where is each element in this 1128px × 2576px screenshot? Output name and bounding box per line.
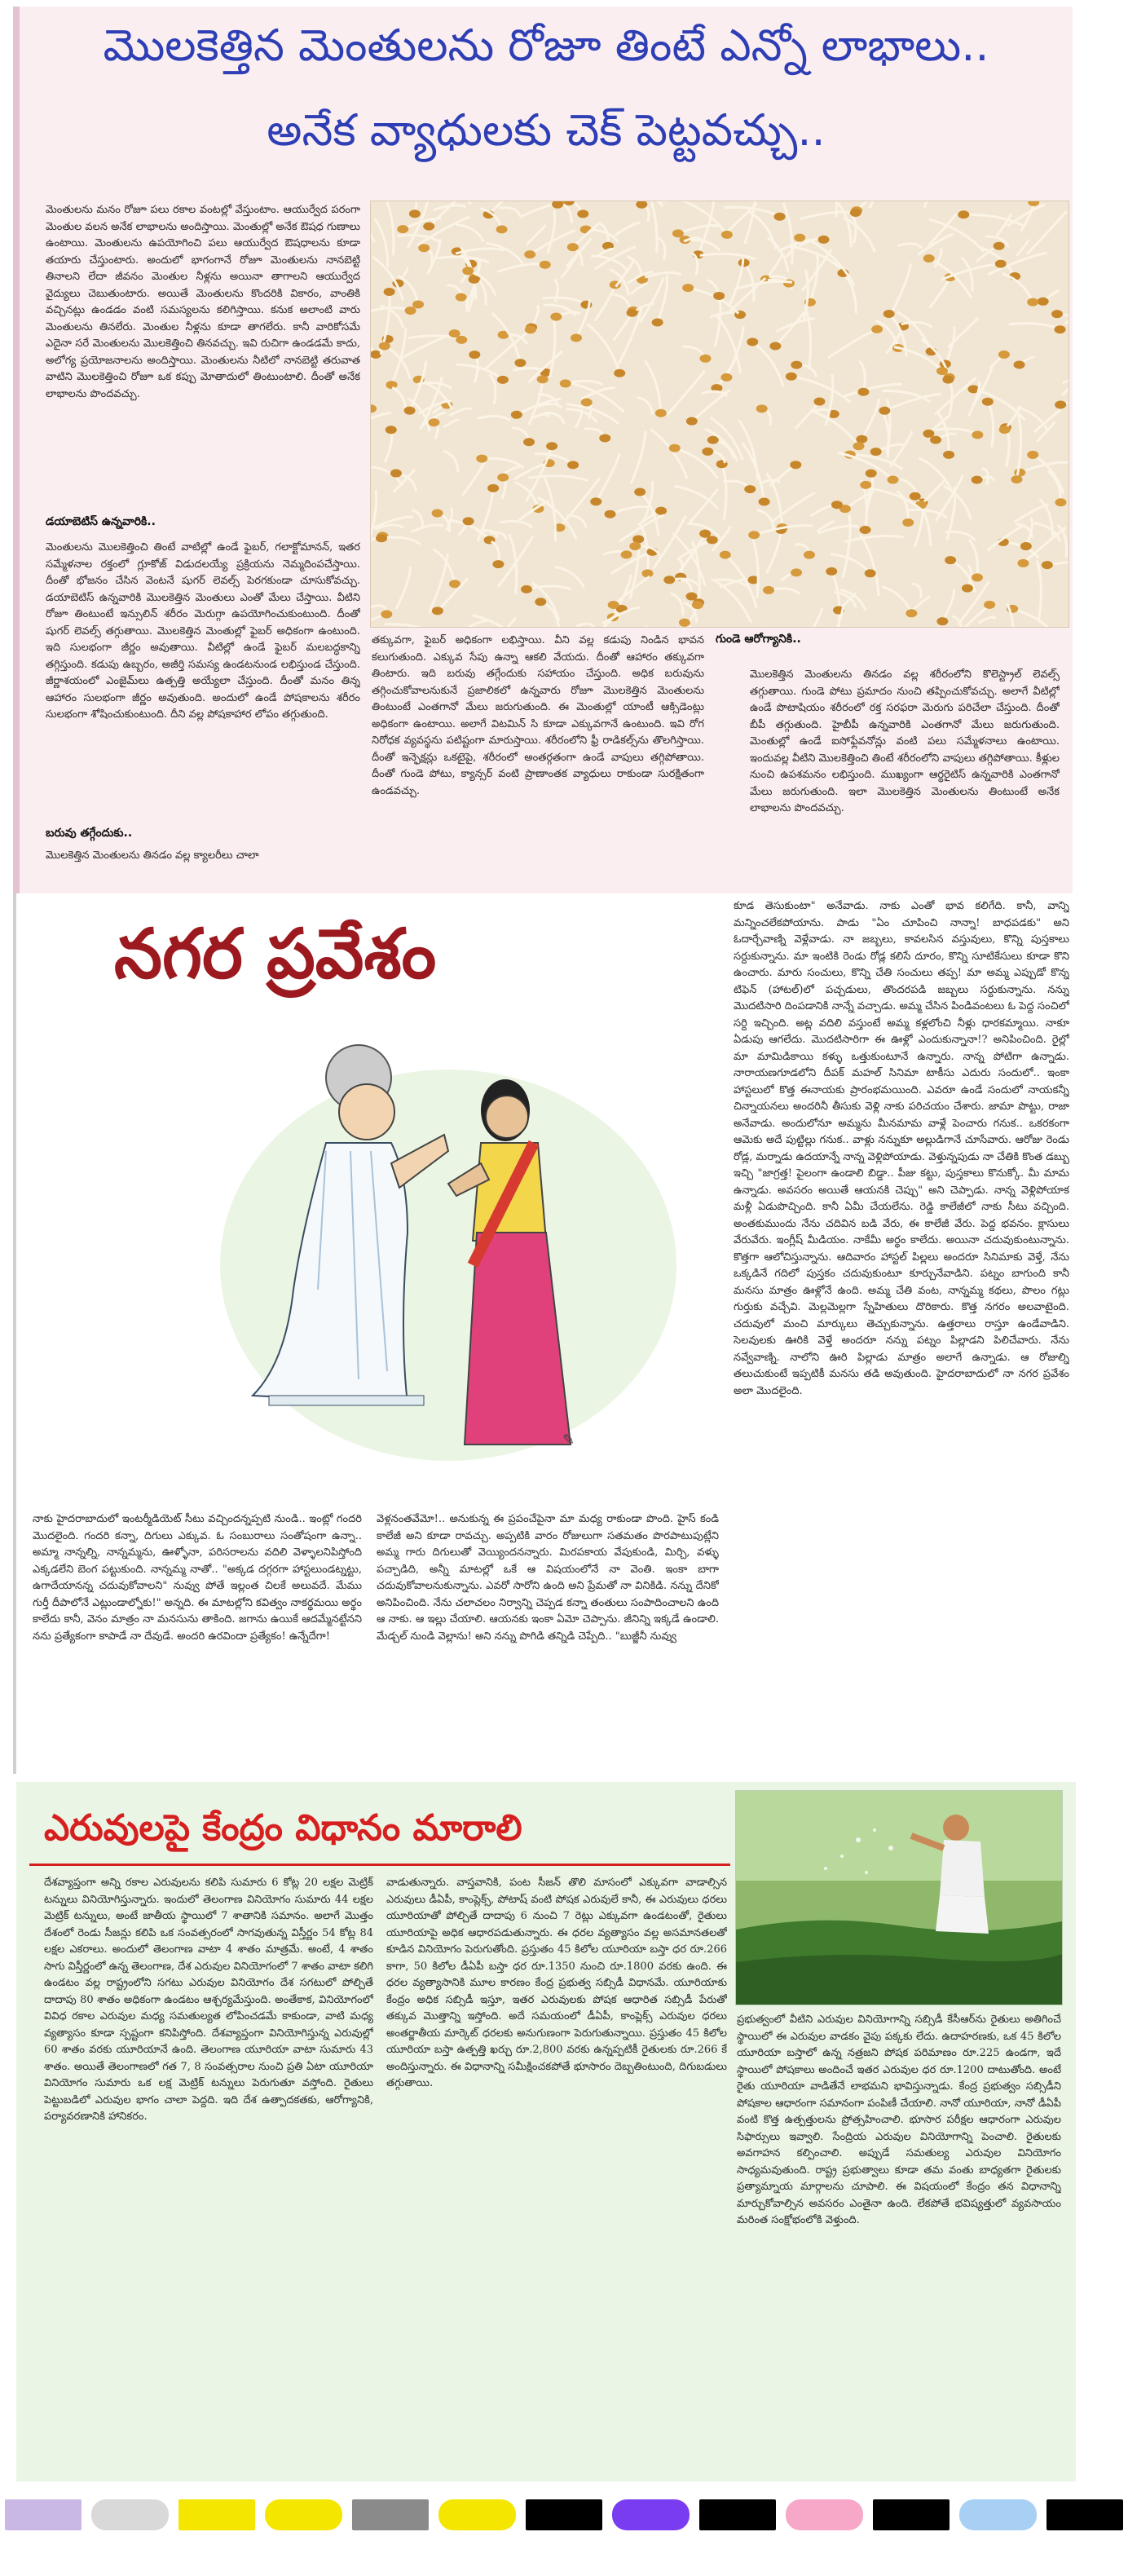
- article1-col1-p2: మెంతులను మొలకెత్తించి తింటే వాటిల్లో ఉండే ఫైబర్, గలాక్టోమానన్, ఇతర సమ్మేళనాల రక్తంలో గ్లూకోజ్ విడుదలయ్యే ప్రక్రియను నెమ్మదింపచేస్తాయి. దీంతో భోజనం చేసిన వెంటనే షుగర్ లెవల్స్ పెరగకుండా చూసుకోవచ్చు. డయాబెటిస్ ఉన్నవారికి మొలకెత్తిన మెంతులు ఎంతో మేలు చేస్తాయి. వీటిని రోజూ తింటుంటే ఇన్సులిన్ శరీరం మెరుగ్గా ఉపయోగించుకుంటుంది. దీంతో షుగర్ లెవల్స్ తగ్గుతాయి. మొలకెత్తిన మెంతుల్లో ఫైబర్ అధికంగా ఉంటుంది. ఇది సులభంగా జీర్ణం అవుతాయి. వీటిల్లో ఉండే ఫైబర్ మలబద్ధకాన్ని తగ్గిస్తుంది. కడుపు ఉబ్బరం, అజీర్తి సమస్య ఉండటనుండ లభిస్తుండ చేస్తుంది. జీర్ణాశయంలో ఎంజైమ్‌లు ఉత్పత్తి అయ్యేలా చేస్తుంది. దీంతో మనం తిన్న ఆహారం సులభంగా జీర్ణం అవుతుంది. అందులో ఉండే పోషకాలను శరీరం సులభంగా శోషించుకుంటుంది. దీని వల్ల పోషకాహార లోపం తగ్గుతుంది.: [46, 541, 360, 721]
- story-col3: కూడ తెసుకుంటా" అనేవాడు. నాకు ఎంతో భావ కలిగేది. కానీ, వాన్ని మన్నించలేకపోయాను. పాడు "ఏం చూపించి నాన్నా! బాధపడకు" అని ఓదార్చేవాణ్ని వెళ్లేవాడు. నా జబ్బలు, కావలసిన వస్తువులు, కొన్ని పుస్తకాలు సర్దుకున్నాను. మా ఇంటికి రెండు రోడ్ల కలిసే దూరం, కొన్ని సూటికేసులు కూడా కొని ఉంచారు. మారు సంచులు, కొన్ని చేతి సంచులు తప్ప! మా అమ్మ ఎప్పుడో కొన్న టిఫెన్ (హాటల్)లో పచ్చడులు, తొందరపడి జబ్బలు సర్దుకున్నాను. నన్ను మొదటిసారి దింపడానికి నాన్నే వచ్చాడు. అమ్మ చేసిన పిండివంటలు ఓ పెద్ద సంచిలో సర్ది ఇచ్చింది. అట్ల వదిలి వస్తుంటే అమ్మ కళ్లలోంచి నీళ్లు ధారకమ్మాయి. నాకూ ఏడుపు ఆగలేదు. మొదటిసారిగా ఈ ఊళ్లో ఎందుకున్నానా!? అనిపించింది. రైల్లో మా మామిడికాయి కళ్ళు ఒత్తుకుంటూనే ఉన్నారు. నాన్న పోటిగా ఉన్నాడు. నారాయణగూడలోని దీపక్ మహల్ సినిమా టాకీసు ఎదురు సందులో.. ఇంకా హాస్టలులో కొత్త ఈనాయకు ప్రారంభమయింది. ఎవరూ ఉండే సందులో నాయకన్నీ చిన్నాయనలు అందరినీ తీసుకు వెళ్లి నాకు పరిచయం చేశారు. జామా పొట్టు, రాజా అనేవాడు. అందులోనూ అమ్మను మీనమామ వాళ్లే పెంచారు గనుక.. ఒకరకంగా ఆమెకు అదే పుట్టిల్లు గనుక.. వాళ్లు నన్నుకూ అల్లుడిగానే చూసేవారు. ఆరోజు రెండు రోడ్ల, మర్నాడు ఉదయాన్నే నాన్న వెళ్లిపోయాడు. వెళ్తున్నపుడు నా చేతికి కొంత డబ్బు ఇచ్చి "జాగ్రత్త! పైలంగా ఉండాలి బిడ్డా.. పీజు కట్టు, పుస్తకాలు కొనుక్కో. మీ మామ ఉన్నాడు. అవసరం అయితే ఆయనకి చెప్పు" అని చెప్పాడు. నాన్న వెళ్లిపోయాక మళ్లీ ఏడుపొచ్చింది. కానీ ఏమీ చేయలేను. రెడ్డి కాలేజీలో నాకు సీటు వచ్చింది. అంతకుముందు నేను చదివిన బడి వేరు, ఈ కాలేజీ వేరు. పెద్ద భవనం. క్లాసులు వేరువేరు. ఇంగ్లీష్ మీడియం. నాకేమీ అర్థం కాలేదు. అయినా చదువుకుంటున్నాను. కొత్తగా ఆలోచిస్తున్నాను. ఆదివారం హాస్టల్ పిల్లలు అందరూ సినిమాకు వెళ్తే, నేను ఒక్కడినే గదిలో పుస్తకం చదువుకుంటూ కూర్చునేవాడిని. పట్నం బాగుంది కానీ మనసు మాత్రం ఊళ్లోనే ఉంది. అమ్మ చేతి వంట, నాన్నమ్మ కథలు, పొలం గట్లు గుర్తుకు వచ్చేవి. మెల్లమెల్లగా స్నేహితులు దొరికారు. కొత్త నగరం అలవాటైంది. చదువులో మంచి మార్కులు తెచ్చుకున్నాను. ఉత్తరాలు రాస్తూ ఉండేవాడిని. సెలవులకు ఊరికి వెళ్తే అందరూ నన్ను పట్నం పిల్లాడని పిలిచేవారు. నేను నవ్వేవాణ్ని. నాలోని ఊరి పిల్లాడు మాత్రం అలాగే ఉన్నాడు. ఆ రోజుల్ని తలుచుకుంటే ఇప్పటికీ మనసు తడి అవుతుంది. హైదరాబాదులో నా నగర ప్రవేశం అలా మొదలైంది.: [734, 900, 1069, 1397]
- grandmother-and-girl-illustration: [204, 1021, 693, 1477]
- color-swatch: [91, 2499, 168, 2530]
- crop-rows: [736, 1921, 1062, 2005]
- print-color-bar: [0, 2499, 1128, 2532]
- color-swatch: [959, 2499, 1036, 2530]
- color-swatch: [612, 2499, 689, 2530]
- article1-subhead-diabetes: డయాబెటిస్ ఉన్నవారికి..: [46, 515, 156, 528]
- article1-col1-p3: మొలకెత్తిన మెంతులను తినడం వల్ల క్యాలరీలు చాలా: [46, 849, 259, 862]
- headline-line-1: మొలకెత్తిన మెంతులను రోజూ తింటే ఎన్నో లాభాలు..: [103, 20, 989, 71]
- story-title: నగర ప్రవేశం: [114, 914, 437, 994]
- article1-col2: తక్కువగా, ఫైబర్ అధికంగా లభిస్తాయి. వీని వల్ల కడుపు నిండిన భావన కలుగుతుంది. ఎక్కువ సేపు ఉన్నా ఆకలి వేయదు. దీంతో ఆహారం తక్కువగా తింటారు. ఇది బరువు తగ్గేందుకు సహాయం చేస్తుంది. అధిక బరువును తగ్గించుకోవాలనుకునే ప్రజాలికలో ఉన్నవారు రోజూ మొలకెత్తిన మెంతులను తింటుంటే ఎంతగానో మేలు జరుగుతుంది. ఈ మెంతుల్లో యాంటీ ఆక్సిడెంట్లు అధికంగా ఉంటాయి. అలాగే విటమిన్ సి కూడా ఎక్కువగానే ఉంటుంది. ఇవి రోగ నిరోధక వ్యవస్థను పటిష్టంగా మారుస్తాయి. శరీరంలోని ఫ్రీ రాడికల్స్‌ను తొలగిస్తాయి. దీంతో ఇన్ఫెక్షన్లు ఒకటైపై, శరీరంలో అంతర్గతంగా ఉండే వాపులు తగ్గిపోతాయి. దీంతో గుండె పోటు, క్యాన్సర్ వంటి ప్రాణాంతక వ్యాధులు రాకుండా సురక్షితంగా ఉండవచ్చు.: [372, 634, 704, 797]
- article1-subhead-heart: గుండె ఆరోగ్యానికి..: [716, 633, 801, 646]
- fertilizer-headline: ఎరువులపై కేంద్రం విధానం మారాలి: [44, 1807, 522, 1849]
- color-swatch: [786, 2499, 862, 2530]
- color-swatch: [526, 2499, 602, 2530]
- fertilizer-col3: ప్రభుత్వంలో వీటిని ఎరువుల వినియోగాన్ని సబ్సిడీ కేసీఆర్‌ను రైతులు అతిగించే స్థాయిలో ఈ ఎరువుల వాడకం వైపు పక్కకు లేదు. ఉదాహరణకు, ఒక 45 కిలోల యూరియా బస్తాలో ఉన్న నత్రజని పోషక పరిమాణం రూ.225 ఉండగా, ఇదే స్థాయిలో పోషకాలు అందించే ఇతర ఎరువుల ధర రూ.1200 దాటుతోంది. అంటే రైతు యూరియా వాడితేనే లాభమని భావిస్తున్నాడు. కేంద్ర ప్రభుత్వం సబ్సిడీని పోషకాల ఆధారంగా సమానంగా పంపిణీ చేయాలి. నానో యూరియా, నానో డీఏపీ వంటి కొత్త ఉత్పత్తులను ప్రోత్సహించాలి. భూసార పరీక్షల ఆధారంగా ఎరువుల సిఫార్సులు ఇవ్వాలి. సేంద్రియ ఎరువుల వినియోగాన్ని పెంచాలి. రైతులకు అవగాహన కల్పించాలి. అప్పుడే సమతుల్య ఎరువుల వినియోగం సాధ్యమవుతుంది. రాష్ట్ర ప్రభుత్వాలు కూడా తమ వంతు బాధ్యతగా రైతులకు ప్రత్యామ్నాయ మార్గాలను చూపాలి. ఈ విషయంలో కేంద్రం తన విధానాన్ని మార్చుకోవాల్సిన అవసరం ఎంతైనా ఉంది. లేకపోతే భవిష్యత్తులో వ్యవసాయం మరింత సంక్షోభంలోకి వెళ్తుంది.: [737, 2014, 1061, 2226]
- color-swatch: [1046, 2499, 1123, 2530]
- sprouted-fenugreek-photo: [370, 201, 1069, 628]
- color-swatch: [438, 2499, 515, 2530]
- article1-subhead-weight: బరువు తగ్గేందుకు..: [46, 827, 133, 840]
- left-rule: [13, 7, 20, 893]
- color-swatch: [5, 2499, 82, 2530]
- color-swatch: [352, 2499, 429, 2530]
- headline-underline: [29, 1864, 730, 1866]
- article1-col1-p1: మెంతులను మనం రోజూ పలు రకాల వంటల్లో వేస్తుంటాం. ఆయుర్వేద పరంగా మెంతుల వలన అనేక లాభాలను అందిస్తాయి. మెంతుల్లో అనేక ఔషధ గుణాలు ఉంటాయి. మెంతులను ఉపయోగించి పలు ఆయుర్వేద ఔషధాలను కూడా తయారు చేస్తుంటారు. అందులో భాగంగానే రోజూ మెంతులను నానబెట్టి తినాలని లేదా జీవనం మెంతుల నీళ్లను అయినా తాగాలని ఆయుర్వేద వైద్యులు చెబుతుంటారు. అయితే మెంతులను కొందరికి వికారం, వాంతికి వచ్చినట్లు ఉండడం వంటి సమస్యలను కలిగిస్తాయి. కనుక అలాంటి వారు మెంతులను తినలేరు. మెంతుల నీళ్లను కూడా తాగలేరు. కానీ వారికోసమే ఎదైనా సరే మెంతులను మొలకెత్తించి తినవచ్చు. ఇవి రుచిగా ఉండడమే కాదు, అలోగ్య ప్రయోజనాలను అందిస్తాయి. మెంతులను నీటిలో నానబెట్టి తరువాత వాటిని మొలకెత్తించి రోజూ ఒక కప్పు మోతాదులో తింటుంటాలి. దీంతో అనేక లాభాలను పొందవచ్చు.: [46, 204, 360, 400]
- color-swatch: [699, 2499, 776, 2530]
- headline-line-2: అనేక వ్యాధులకు చెక్ పెట్టవచ్చు..: [267, 104, 826, 156]
- color-swatch: [178, 2499, 255, 2530]
- story-col1: నాకు హైదరాబాదులో ఇంటర్మీడియెట్ సీటు వచ్చిందన్నప్పటి నుండి.. ఇంట్లో గందరి మొదలైంది. గందరి కన్నా, దిగులు ఎక్కువ. ఓ సంబురాలు సంతోషంగా ఉన్నా.. అమ్మా నాన్నల్ని, నాన్నమ్మను, ఊళ్ళోనా, పరిసరాలను వదిలి వెళ్ళాలనిపిస్తోంది ఎక్కడలేని బెంగ పట్టుకుంది. నాన్నమ్మ నాతో.. "అక్కడ దగ్గరగా హాస్టలుండట్నట్టు, ఉగాదేయానన్న చదువుకోవాలని" నువ్వు పోతే ఇల్లంత చిలకే అలువదే. మేము గుర్తీ దీపాలోనే ఎట్లుండాల్నోకు!" అన్నది. ఈ మాటల్లోని కవిత్వం నాకర్థమయి అర్థం కాలేదు కానీ, వెనం మాత్రం నా మనసును తాకింది. జగాను ఉయికే ఆదమ్మేనట్టేనని నను ప్రత్యేకంగా కాపాడే నా దేవుడే. అందరి ఉరవిందా ప్రత్యేకం! ఉన్నేదేగా!: [33, 1513, 362, 1643]
- left-rule-2: [13, 893, 16, 1774]
- fertilizer-col2: వాడుతున్నారు. వాస్తవానికి, పంట సీజన్ తొలి మాసంలో ఎక్కువగా వాడాల్సిన ఎరువులు డీఏపీ, కాంప్లెక్స్, పోటాష్ వంటి పోషక ఎరువులే కానీ, ఈ ఎరువులు ధరలు యూరియాతో పోల్చితే దాదాపు 6 నుంచి 7 రెట్లు ఎక్కువగా ఉండటంతో, రైతులు యూరియాపై అధిక ఆధారపడుతున్నారు. ఈ ధరల వ్యత్యాసం వల్ల అసమానతలతో కూడిన వినియోగం పెరుగుతోంది. ప్రస్తుతం 45 కిలోల యూరియా బస్తా ధర రూ.266 కాగా, 50 కిలోల డీఏపీ బస్తా ధర రూ.1350 నుంచి రూ.1800 వరకు ఉంది. ఈ ధరల వ్యత్యాసానికి మూల కారణం కేంద్ర ప్రభుత్వ సబ్సిడీ విధానమే. యూరియాకు కేంద్రం అధిక సబ్సిడీ ఇస్తూ, ఇతర ఎరువులకు పోషక ఆధారిత సబ్సిడీ పేరుతో తక్కువ మొత్తాన్ని ఇస్తోంది. అదే సమయంలో డీఏపీ, కాంప్లెక్స్ ఎరువుల ధరలు అంతర్జాతీయ మార్కెట్ ధరలకు అనుగుణంగా పెరుగుతున్నాయి. ప్రస్తుతం 45 కిలోల యూరియా బస్తా ఉత్పత్తి ఖర్చు రూ.2,800 వరకు ఉన్నప్పటికీ రైతులకు రూ.266 కే అందిస్తున్నారు. ఈ విధానాన్ని సమీక్షించకపోతే భూసారం దెబ్బతింటుంది, దిగుబడులు తగ్గుతాయి.: [386, 1877, 727, 2089]
- fertilizer-col1: దేశవ్యాప్తంగా అన్ని రకాల ఎరువులను కలిపి సుమారు 6 కోట్ల 20 లక్షల మెట్రిక్ టన్నులు వినియోగిస్తున్నారు. ఇందులో తెలంగాణ వినియోగం సుమారు 44 లక్షల మెట్రిక్ టన్నులు, అంటే జాతీయ స్థాయిలో 7 శాతానికి సమానం. అలాగే మొత్తం దేశంలో రెండు సీజన్లు కలిపి ఒక సంవత్సరంలో సాగవుతున్న విస్తీర్ణం 54 కోట్ల 84 లక్షల ఎకరాలు. అందులో తెలంగాణ వాటా 4 శాతం మాత్రమే. అంటే, 4 శాతం సాగు విస్తీర్ణంలో ఉన్న తెలంగాణ, దేశ ఎరువుల వినియోగంలో 7 శాతం వాటా కలిగి ఉండటం వల్ల రాష్ట్రంలోని సగటు ఎరువుల వినియోగం దేశ సగటులో పోల్చితే దాదాపు 80 శాతం అధికంగా ఉండటం ఆశ్చర్యమేస్తుంది. అంతేకాక, వినియోగంలో వివిధ రకాల ఎరువుల మధ్య సమతుల్యత లోపించడమే కాకుండా, వాటి మధ్య వ్యత్యాసం కూడా స్పష్టంగా కనిపిస్తోంది. దేశవ్యాప్తంగా వినియోగిస్తున్న ఎరువుల్లో 60 శాతం వరకు యూరియానే ఉంది. తెలంగాణ యూరియా వాటా సుమారు 43 శాతం. అయితే తెలంగాణలో గత 7, 8 సంవత్సరాల నుంచి ప్రతి ఏటా యూరియా వినియోగం సుమారు ఒక లక్ష మెట్రిక్ టన్నులు పెరుగుతూ వస్తోంది. రైతులు పెట్టుబడిలో ఎరువుల భాగం చాలా పెద్దది. ఇది దేశ ఉత్పాదకతకు, ఆరోగ్యానికి, పర్యావరణానికి హానికరం.: [44, 1877, 373, 2123]
- svg-text:✎: ✎: [562, 1431, 575, 1449]
- color-swatch: [873, 2499, 950, 2530]
- story-col2: వెళ్లనంతవేమో!.. అనుకున్న ఈ ప్రపంచేపైనా మా మధ్య రాకుండా పొంది. హైస్‌ కండి కాలేజీ అని కూడా రావచ్చు. అప్పటికి వారం రోజులుగా సతమతం పొరపాటుపుట్లేని అమ్మ గారు దిగులుతో వెయ్యిందనన్నారు. మిరపకాయ వేపుకుండి, మిర్చి, వళ్ళు పచ్చాడిది, అన్నీ మాటల్లో ఒకే ఆ విషయంలోనే నా వెంతి. ఇంకా బాగా చదువుకోవాలనుకున్నాను. ఎవరో సారోని ఉంది అని ప్రేమతో నా వినికిడి. నన్ను దేనికో అనిపించింది. నేను చలాచలం నిర్వాన్ని చెప్పడ కన్నా తంతులు సంపాదించాలని ఉంది ఆ నాకు. ఆ ఇల్లు చేయాలి. ఆయనకు ఇంకా ఏమో చెప్పాను. జీనిన్ని ఇక్కడే ఉండాలి. మేడ్చల్ నుండి వెల్లాను! అని నన్ను పొగిడి తన్నిడి చెప్పేది.. "బుజ్జీనీ నువ్వు: [377, 1513, 719, 1643]
- article1-col3: మొలకెత్తిన మెంతులను తినడం వల్ల శరీరంలోని కొలెస్ట్రాల్ లెవల్స్ తగ్గుతాయి. గుండె పోటు ప్రమాదం నుంచి తప్పించుకోవచ్చు. అలాగే వీటిల్లో ఉండే పొటాషియం శరీరంలో రక్త సరఫరా మెరుగు పరిచేలా చేస్తుంది. దీంతో బీపీ తగ్గుతుంది. హైబీపీ ఉన్నవారికి ఎంతగానో మేలు జరుగుతుంది. మెంతుల్లో ఉండే ఐసోఫ్లేవనోన్లు వంటి పలు సమ్మేళనాలు ఉంటాయి. ఇందువల్ల వీటిని మొలకెత్తించి తింటే శరీరంలోని వాపులు తగ్గిపోతాయి. కీళ్లుల నుంచి ఉపశమనం లభిస్తుంది. ముఖ్యంగా ఆర్థరైటిస్ ఉన్నవారికి ఎంతగానో మేలు జరుగుతుంది. ఇలా మొలకెత్తిన మెంతులను తింటుంటే అనేక లాభాలను పొందవచ్చు.: [750, 668, 1060, 814]
- farmer-spreading-fertilizer-photo: [735, 1790, 1063, 2005]
- color-swatch: [265, 2499, 341, 2530]
